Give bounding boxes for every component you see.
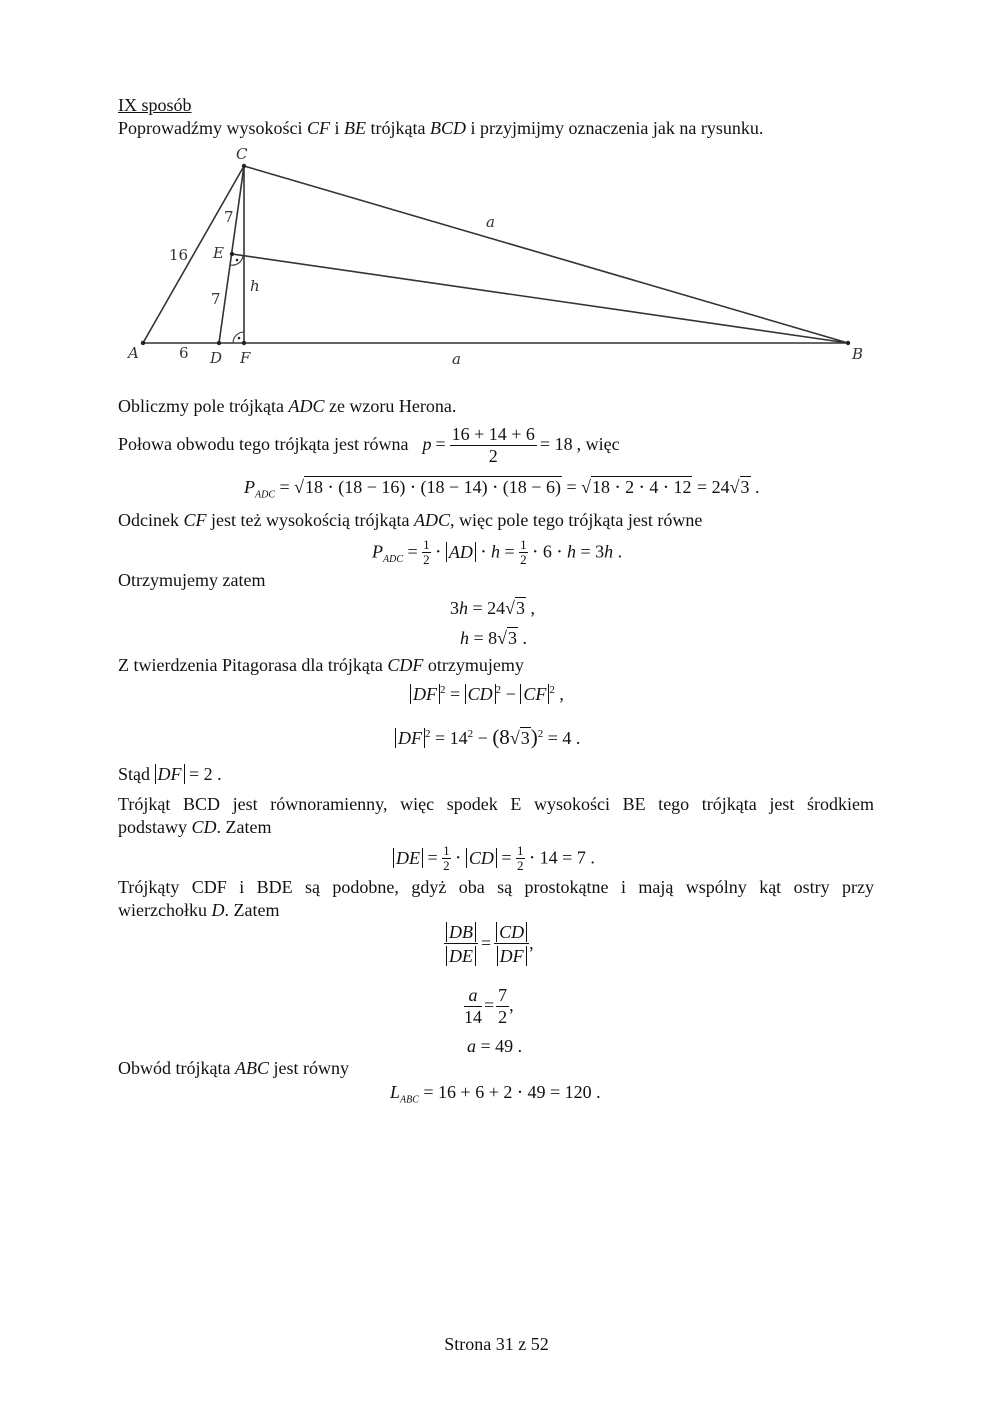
length-df: DF: [410, 684, 440, 704]
radicand: 3: [520, 728, 530, 748]
exponent: 2: [440, 684, 446, 696]
intro-text: i: [330, 118, 345, 138]
text: Obwód trójkąta: [118, 1058, 235, 1078]
area-height-formula: [372, 538, 622, 566]
length-db: DB: [446, 922, 476, 942]
text: = 3: [575, 541, 605, 562]
similar-line-2: [118, 900, 279, 922]
triangle-adc: ADC: [288, 396, 325, 416]
text: = 24: [468, 598, 506, 618]
triangle-figure: [0, 0, 993, 380]
text: =: [481, 933, 492, 954]
triangle-abc: ABC: [234, 1058, 269, 1078]
length-de: DE: [446, 946, 476, 966]
segment-be: BE: [344, 118, 367, 138]
therefore-line: Otrzymujemy zatem: [118, 570, 266, 590]
half-fraction: [422, 538, 431, 566]
text: ,: [529, 933, 534, 954]
segment-cf: CF: [183, 510, 207, 530]
text: .: [750, 477, 760, 497]
semi-perimeter-line: [118, 420, 620, 470]
label-ce: 7: [224, 208, 234, 226]
intro-text: trójkąta: [366, 118, 430, 138]
method-title: IX sposób: [118, 95, 192, 115]
triangle-bcd: BCD: [430, 118, 466, 138]
radicand: 3: [508, 628, 518, 648]
intro-text: i przyjmijmy oznaczenia jak na rysunku.: [466, 118, 764, 138]
point-e-label: E: [213, 244, 224, 262]
text: ,: [509, 995, 514, 1016]
text: ⋅: [450, 847, 466, 868]
intro-text: Poprowadźmy wysokości: [118, 118, 307, 138]
denominator: 14: [464, 1006, 482, 1027]
result-a: [467, 1036, 522, 1058]
isosceles-line: Trójkąt BCD jest równoramienny, więc spodek E wysokości BE tego trójkąta jest środkiem: [118, 794, 874, 814]
numerator: 1: [520, 537, 527, 552]
radicand: 18 ⋅ 2 ⋅ 4 ⋅ 12: [592, 477, 692, 497]
segment-ac: [143, 166, 244, 343]
text: ⋅ 14 = 7 .: [524, 847, 595, 868]
text: otrzymujemy: [423, 655, 524, 675]
text: ⋅: [430, 541, 446, 562]
perimeter-formula: [390, 1082, 601, 1107]
denominator: 2: [517, 857, 524, 873]
vertex-d: D: [211, 900, 225, 920]
text: ze wzoru Herona.: [324, 396, 457, 416]
text: wierzchołku: [118, 900, 212, 920]
ratio-equation: [444, 922, 534, 966]
text: ,: [526, 598, 536, 618]
length-df: DF: [155, 764, 185, 784]
text: .: [613, 541, 623, 562]
ratio-values: [464, 985, 514, 1027]
ratio-a-14: [464, 985, 482, 1027]
var-h: h: [460, 628, 469, 648]
exponent: 2: [495, 684, 502, 696]
pythagoras-computation: DF $^2 = 14^2 - (8√3)^2 = 4$ .: [395, 725, 580, 750]
text: = 14: [430, 728, 468, 748]
var-h: h: [566, 541, 576, 562]
point-d-label: D: [210, 349, 223, 367]
radicand: 3: [516, 598, 526, 618]
text: . Zatem: [216, 817, 272, 837]
exponent: 2: [425, 728, 431, 740]
result-3h: 3h = 24√3 ,: [450, 598, 536, 618]
label-ac: 16: [169, 246, 189, 264]
denominator: 2: [423, 551, 430, 567]
point-c-label: C: [236, 145, 248, 163]
denominator: 2: [443, 857, 450, 873]
text: =: [403, 541, 423, 562]
text: , więc pole tego trójkąta jest równe: [449, 510, 703, 530]
text: Odcinek: [118, 510, 184, 530]
var-p-area: P: [372, 541, 383, 562]
text: podstawy: [118, 817, 192, 837]
label-ed: 7: [211, 290, 221, 308]
text: Połowa obwodu tego trójkąta jest równa: [118, 434, 409, 455]
length-cf: CF: [520, 684, 549, 704]
text: = 16 + 6 + 2 ⋅ 49 = 120 .: [418, 1082, 601, 1102]
text: ⋅: [475, 541, 491, 562]
text: ⋅ 6 ⋅: [527, 541, 567, 562]
text: . Zatem: [224, 900, 280, 920]
length-de: DE: [393, 848, 423, 868]
similar-line: Trójkąty CDF i BDE są podobne, gdyż oba są prostokątne i mają wspólny kąt ostry przy: [118, 877, 874, 897]
var-p: p: [422, 434, 432, 455]
text: =: [484, 995, 495, 1016]
denominator: 2: [520, 551, 527, 567]
denominator: 2: [488, 445, 498, 466]
numerator: 1: [443, 843, 450, 858]
text: = 4 .: [543, 728, 581, 748]
segment-cb: [244, 166, 848, 343]
text: =: [496, 847, 516, 868]
point-a-label: A: [128, 344, 139, 362]
text: = 18: [539, 434, 573, 455]
text: −: [473, 728, 493, 748]
page-number: Strona 31 z 52: [444, 1334, 549, 1354]
var-a: a: [467, 1036, 476, 1056]
text: =: [275, 477, 295, 497]
ratio-7-2: [496, 985, 509, 1027]
text: = 2 .: [184, 764, 222, 784]
subscript: ADC: [255, 489, 275, 501]
numerator: 1: [423, 537, 430, 552]
ratio-cd-df: [494, 922, 529, 966]
half-fraction: [519, 538, 528, 566]
var-l: L: [390, 1082, 401, 1102]
numerator: a: [464, 985, 482, 1007]
text: =: [445, 684, 465, 704]
label-cb: a: [486, 213, 495, 231]
exponent: 2: [537, 728, 544, 740]
result-h: h = 8√3 .: [460, 628, 528, 648]
segment-cd: CD: [191, 817, 217, 837]
text: Z twierdzenia Pitagorasa dla trójkąta: [118, 655, 388, 675]
text: , więc: [576, 434, 620, 455]
pythagoras-equation: [410, 684, 564, 706]
text: (8: [492, 725, 510, 749]
length-cd: CD: [466, 848, 497, 868]
length-cd: CD: [496, 922, 527, 942]
segment-cf: CF: [306, 118, 330, 138]
text: =: [561, 477, 582, 497]
heron-intro: [118, 396, 456, 418]
de-equation: [393, 844, 595, 872]
label-db: a: [452, 350, 461, 368]
length-cd: CD: [465, 684, 496, 704]
text: Stąd: [118, 764, 155, 784]
numerator: 16 + 14 + 6: [451, 423, 535, 444]
text: .: [518, 628, 528, 648]
subscript: ADC: [383, 554, 403, 566]
var-h: h: [459, 598, 468, 618]
hence-df: [118, 764, 222, 786]
text: 3: [450, 598, 459, 618]
point-f-label: F: [240, 349, 251, 367]
text: jest równy: [268, 1058, 349, 1078]
var-h: h: [604, 541, 614, 562]
var-p-area: P: [244, 477, 255, 497]
radicand: 3: [740, 477, 750, 497]
text: =: [435, 434, 446, 455]
text: Obliczmy pole trójkąta: [118, 396, 289, 416]
denominator: 2: [498, 1006, 508, 1027]
ratio-db-de: [444, 922, 478, 966]
length-df: DF: [497, 946, 527, 966]
text: ): [530, 725, 538, 749]
length-df: DF: [395, 728, 425, 748]
text: jest też wysokością trójkąta: [206, 510, 414, 530]
heron-area-formula: $P_{ADC} = √18 \cdot (18 - 16) \cdot (18 - 14) \cdot (18 - 6) = √18 \cdot 2 \cdot 4 \cdot 12 = 24√3$ .: [244, 477, 760, 501]
text: ,: [554, 684, 564, 704]
subscript: ABC: [400, 1094, 419, 1106]
segment-be: [232, 254, 848, 343]
text: = 8: [469, 628, 498, 648]
perimeter-intro: [118, 1058, 349, 1080]
var-h: h: [491, 541, 500, 562]
text: −: [501, 684, 521, 704]
length-ad: AD: [446, 542, 476, 562]
numerator: 7: [498, 985, 508, 1005]
exponent: 2: [549, 684, 555, 696]
radicand: 18 ⋅ (18 − 16) ⋅ (18 − 14) ⋅ (18 − 6): [305, 477, 561, 497]
half-fraction: [442, 844, 451, 872]
text: =: [423, 847, 443, 868]
triangle-adc: ADC: [413, 510, 450, 530]
text: =: [500, 541, 520, 562]
semi-perimeter-fraction: [450, 424, 537, 466]
text: = 49 .: [476, 1036, 523, 1056]
label-ad: 6: [179, 344, 189, 362]
half-fraction: [516, 844, 525, 872]
isosceles-line-2: [118, 817, 272, 839]
text: = 24: [692, 477, 730, 497]
height-intro: [118, 510, 702, 532]
point-b-label: B: [852, 345, 864, 363]
pythagoras-intro: [118, 655, 524, 677]
exponent: 2: [467, 728, 474, 740]
numerator: 1: [517, 843, 524, 858]
triangle-cdf: CDF: [387, 655, 424, 675]
label-h: h: [250, 277, 260, 295]
